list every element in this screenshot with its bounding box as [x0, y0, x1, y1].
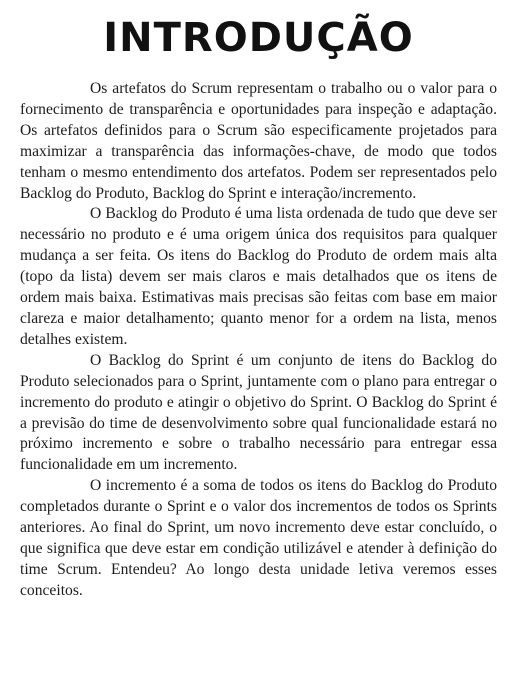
paragraph-backlog-produto: O Backlog do Produto é uma lista ordenada de tudo que deve ser necessário no produto e é uma origem única dos requisitos para qualquer mudança a ser feita. Os itens do Backlog do Produto de ordem mais alta (topo da lista) devem ser mais claros e mais detalhados que os itens de ordem mais baixa. Estimativas mais precisas são feitas com base em maior clareza e maior detalhamento; quanto menor for a ordem na lista, menos detalhes existem. [20, 205, 497, 348]
paragraph-artefatos: Os artefatos do Scrum representam o trabalho ou o valor para o fornecimento de transparência e oportunidades para inspeção e adaptação. Os artefatos definidos para o Scrum são especificamente projetados para maximizar a transparência das informações-chave, de modo que todos tenham o mesmo entendimento dos artefatos. Podem ser representados pelo Backlog do Produto, Backlog do Sprint e interação/incremento. [20, 80, 497, 202]
page-title: INTRODUÇÃO [103, 15, 414, 61]
document-body [20, 79, 497, 602]
paragraph-backlog-sprint: O Backlog do Sprint é um conjunto de itens do Backlog do Produto selecionados para o Sprint, juntamente com o plano para entregar o incremento do produto e atingir o objetivo do Sprint. O Backlog do Sprint é a previsão do time de desenvolvimento sobre qual funcionalidade estará no próximo incremento e sobre o trabalho necessário para entregar essa funcionalidade em um incremento. [20, 351, 497, 474]
paragraph-incremento: O incremento é a soma de todos os itens do Backlog do Produto completados durante o Sprint e o valor dos incrementos de todos os Sprints anteriores. Ao final do Sprint, um novo incremento deve estar concluído, o que significa que deve estar em condição utilizável e atender à definição do time Scrum. Entendeu? Ao longo desta unidade letiva veremos esses conceitos. [20, 477, 497, 599]
